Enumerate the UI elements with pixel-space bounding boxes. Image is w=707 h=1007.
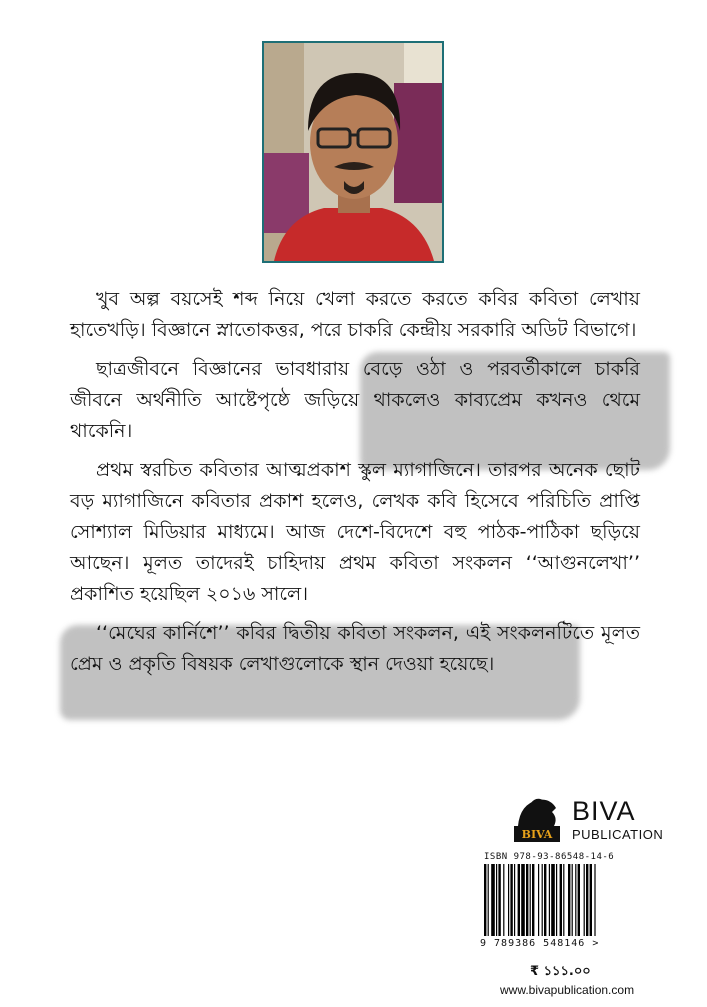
blurb-paragraph: খুব অল্প বয়সেই শব্দ নিয়ে খেলা করতে করতে কবির কবিতা লেখায় হাতেখড়ি। বিজ্ঞানে স্নাতোকত্তর, পরে চাকরি কেন্দ্রীয় সরকারি অডিট বিভাগে।	[70, 288, 640, 341]
blurb-paragraph: ‘‘মেঘের কার্নিশে’’ কবির দ্বিতীয় কবিতা সংকলন, এই সংকলনটিতে মূলত প্রেম ও প্রকৃতি বিষয়ক লেখাগুলোকে স্থান দেওয়া হয়েছে।	[70, 622, 640, 675]
publisher-logo	[510, 796, 664, 850]
portrait-icon	[264, 43, 442, 261]
publisher-subtitle: PUBLICATION	[572, 827, 664, 842]
author-photo	[262, 41, 444, 263]
logo-mark-text: BIVA	[521, 828, 553, 841]
publisher-website: www.bivapublication.com	[500, 983, 635, 997]
price: ₹ ১১১.০০	[530, 964, 591, 979]
blurb-paragraph: ছাত্রজীবনে বিজ্ঞানের ভাবধারায় বেড়ে ওঠা ও পরবর্তীকালে চাকরি জীবনে অর্থনীতি আষ্টেপৃষ্ঠে জড়িয়ে থাকলেও কাব্যপ্রেম কখনও থেমে থাকেনি।	[70, 358, 640, 442]
author-blurb	[70, 284, 640, 688]
blurb-paragraph: প্রথম স্বরচিত কবিতার আত্মপ্রকাশ স্কুল ম্যাগাজিনে। তারপর অনেক ছোট বড় ম্যাগাজিনে কবিতার প্রকাশ হলেও, লেখক কবি হিসেবে পরিচিতি প্রাপ্তি সোশ্যাল মিডিয়ার মাধ্যমে। আজ দেশে-বিদেশে বহু পাঠক-পাঠিকা ছড়িয়ে আছেন। মূলত তাদেরই চাহিদায় প্রথম কবিতা সংকলন ‘‘আগুনলেখা’’ প্রকাশিত হয়েছিল ২০১৬ সালে।	[70, 459, 640, 605]
horse-head-icon	[510, 796, 564, 846]
barcode-number: 9 789386 548146 >	[480, 938, 600, 949]
isbn-label: ISBN 978-93-86548-14-6	[484, 852, 615, 862]
barcode	[480, 864, 640, 938]
barcode-block	[480, 852, 648, 962]
publisher-name: BIVA	[572, 796, 636, 826]
